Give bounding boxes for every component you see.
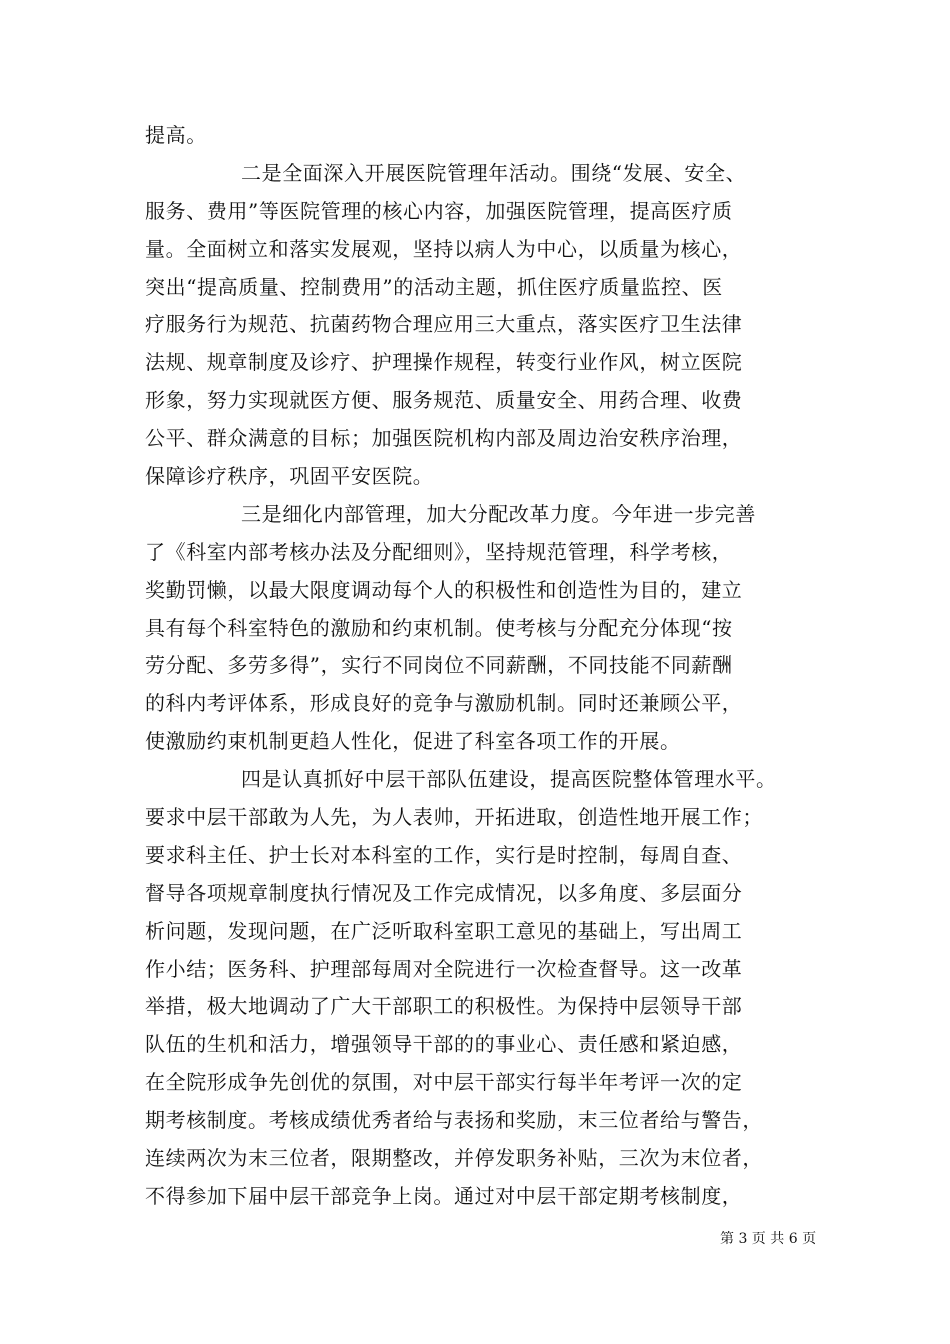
text-line: 法规、规章制度及诊疗、护理操作规程，转变行业作风，树立医院 (145, 350, 743, 375)
text-line: 量。全面树立和落实发展观，坚持以病人为中心，以质量为核心， (145, 236, 743, 261)
text-line: 疗服务行为规范、抗菌药物合理应用三大重点，落实医疗卫生法律 (145, 312, 743, 337)
text-line: 举措，极大地调动了广大干部职工的积极性。为保持中层领导干部 (145, 994, 743, 1019)
text-line: 督导各项规章制度执行情况及工作完成情况，以多角度、多层面分 (145, 880, 743, 905)
text-line: 了《科室内部考核办法及分配细则》，坚持规范管理，科学考核， (145, 539, 733, 564)
text-line: 具有每个科室特色的激励和约束机制。使考核与分配充分体现“按 (145, 615, 733, 640)
text-line: 提高。 (145, 123, 207, 147)
text-line: 在全院形成争先创优的氛围，对中层干部实行每半年考评一次的定 (145, 1070, 743, 1095)
text-line: 要求科主任、护士长对本科室的工作，实行是时控制，每周自查、 (145, 842, 743, 867)
paragraph-start-line: 二是全面深入开展医院管理年活动。围绕“发展、安全、 (241, 160, 747, 185)
text-line: 作小结；医务科、护理部每周对全院进行一次检查督导。这一改革 (145, 956, 743, 981)
text-line: 保障诊疗秩序，巩固平安医院。 (145, 464, 434, 489)
text-line: 期考核制度。考核成绩优秀者给与表扬和奖励，末三位者给与警告， (145, 1108, 763, 1133)
text-line: 的科内考评体系，形成良好的竞争与激励机制。同时还兼顾公平， (145, 691, 743, 716)
body-text (145, 117, 815, 1216)
text-line: 突出“提高质量、控制费用”的活动主题，抓住医疗质量监控、医 (145, 274, 723, 299)
paragraph-start-line: 四是认真抓好中层干部队伍建设，提高医院整体管理水平。 (241, 767, 777, 792)
text-line: 使激励约束机制更趋人性化，促进了科室各项工作的开展。 (145, 729, 681, 754)
paragraph-start-line: 三是细化内部管理，加大分配改革力度。今年进一步完善 (241, 501, 756, 526)
text-line: 不得参加下届中层干部竞争上岗。通过对中层干部定期考核制度， (145, 1183, 743, 1208)
text-line: 队伍的生机和活力，增强领导干部的的事业心、责任感和紧迫感， (145, 1032, 743, 1057)
text-line: 析问题，发现问题，在广泛听取科室职工意见的基础上，写出周工 (145, 918, 743, 943)
text-line: 奖勤罚懒，以最大限度调动每个人的积极性和创造性为目的，建立 (145, 577, 743, 602)
text-line: 连续两次为末三位者，限期整改，并停发职务补贴，三次为末位者， (145, 1146, 763, 1171)
text-line: 要求中层干部敢为人先，为人表帅，开拓进取，创造性地开展工作； (145, 805, 763, 830)
text-line: 服务、费用”等医院管理的核心内容，加强医院管理，提高医疗质 (145, 198, 733, 223)
page-number-footer: 第 3 页 共 6 页 (720, 1231, 817, 1247)
text-line: 劳分配、多劳多得”，实行不同岗位不同薪酬，不同技能不同薪酬 (145, 653, 733, 678)
text-line: 公平、群众满意的目标；加强医院机构内部及周边治安秩序治理， (145, 426, 743, 451)
text-line: 形象，努力实现就医方便、服务规范、质量安全、用药合理、收费 (145, 388, 743, 413)
